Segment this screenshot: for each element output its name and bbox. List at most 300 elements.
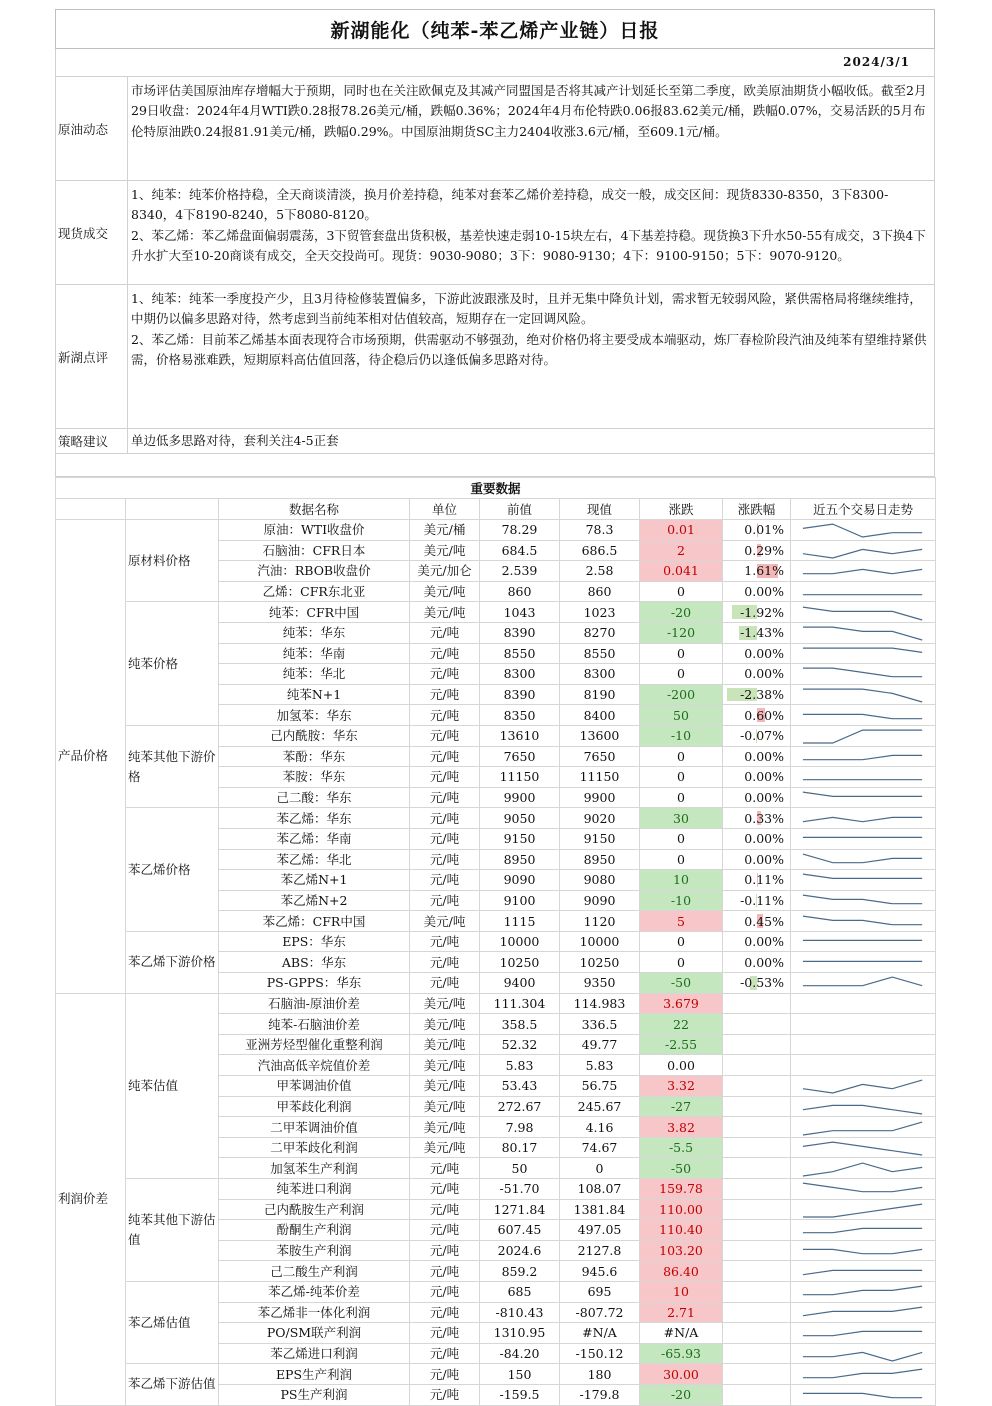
row-name: 加氢苯：华东 [219, 705, 410, 726]
sparkline-chart [791, 541, 935, 560]
row-curr: 8300 [560, 664, 640, 685]
row-sparkline [791, 1261, 936, 1282]
row-change-pct [723, 581, 791, 602]
row-change-pct [723, 911, 791, 932]
row-prev: 685 [480, 1281, 560, 1302]
group-cell: 纯苯其他下游估值 [126, 1179, 219, 1282]
row-change: 110.40 [640, 1220, 723, 1241]
row-name: 纯苯：华南 [219, 643, 410, 664]
pct-text: 0.00% [744, 584, 784, 599]
row-change: 50 [640, 705, 723, 726]
row-curr: -150.12 [560, 1343, 640, 1364]
sparkline-path [803, 1286, 922, 1295]
row-prev: -84.20 [480, 1343, 560, 1364]
row-name: 纯苯-石脑油价差 [219, 1014, 410, 1035]
sparkline-chart [791, 1159, 935, 1178]
sparkline-chart [791, 1365, 935, 1384]
row-change: -10 [640, 890, 723, 911]
row-curr: 5.83 [560, 1055, 640, 1076]
row-change-pct [723, 746, 791, 767]
row-unit: 元/吨 [410, 1281, 480, 1302]
sparkline-chart [791, 1097, 935, 1116]
row-curr: 114.983 [560, 993, 640, 1014]
sparkline-path [803, 977, 922, 986]
row-prev: -51.70 [480, 1179, 560, 1200]
row-curr: 245.67 [560, 1096, 640, 1117]
table-body [56, 478, 936, 1406]
row-name: 纯苯：华北 [219, 664, 410, 685]
sparkline-path [803, 1307, 922, 1316]
row-curr: 108.07 [560, 1179, 640, 1200]
row-change: 0 [640, 664, 723, 685]
row-change-pct [723, 973, 791, 994]
row-curr: 10250 [560, 952, 640, 973]
row-change: 110.00 [640, 1199, 723, 1220]
pct-text: 0.00% [744, 831, 784, 846]
row-curr: 56.75 [560, 1076, 640, 1097]
row-prev: 1043 [480, 602, 560, 623]
group-cell: 苯乙烯价格 [126, 808, 219, 932]
sparkline-chart [791, 850, 935, 869]
row-name: 汽油高低辛烷值价差 [219, 1055, 410, 1076]
row-prev: 8390 [480, 622, 560, 643]
row-name: 苯酚：华东 [219, 746, 410, 767]
group-cell: 原材料价格 [126, 520, 219, 602]
row-change-pct [723, 931, 791, 952]
sparkline-chart [791, 747, 935, 766]
sparkline-path [803, 648, 922, 652]
row-prev: 52.32 [480, 1034, 560, 1055]
sparkline-path [803, 1394, 922, 1398]
row-change: 0.041 [640, 561, 723, 582]
sparkline-chart [791, 1385, 935, 1404]
row-unit: 元/吨 [410, 1220, 480, 1241]
row-change-pct [723, 952, 791, 973]
row-name: 甲苯歧化利润 [219, 1096, 410, 1117]
row-change: 0 [640, 931, 723, 952]
sparkline-path [803, 1332, 922, 1336]
table-row [56, 1364, 936, 1385]
sparkline-chart [791, 1118, 935, 1137]
table-title: 重要数据 [56, 478, 936, 499]
pct-text: 0.45% [744, 914, 784, 929]
row-change: 2.71 [640, 1302, 723, 1323]
row-change-pct [723, 1076, 791, 1097]
row-change-pct [723, 1364, 791, 1385]
row-change-pct [723, 849, 791, 870]
row-change: 3.32 [640, 1076, 723, 1097]
row-sparkline [791, 973, 936, 994]
date-row [55, 49, 935, 77]
row-change-pct [723, 520, 791, 541]
row-name: 苯乙烯：CFR中国 [219, 911, 410, 932]
section-label: 新湖点评 [56, 285, 128, 428]
sparkline-chart [791, 603, 935, 622]
sparkline-chart [791, 973, 935, 992]
row-unit: 元/吨 [410, 931, 480, 952]
column-header: 涨跌幅 [723, 499, 791, 520]
row-unit: 美元/吨 [410, 1055, 480, 1076]
row-prev: 607.45 [480, 1220, 560, 1241]
row-name: 纯苯进口利润 [219, 1179, 410, 1200]
row-curr: 10000 [560, 931, 640, 952]
row-change-pct [723, 1034, 791, 1055]
pct-text: 0.00% [744, 769, 784, 784]
row-prev: 2024.6 [480, 1240, 560, 1261]
row-name: EPS：华东 [219, 931, 410, 952]
pct-text: 0.00% [744, 934, 784, 949]
sparkline-path [803, 1163, 922, 1176]
row-change-pct [723, 540, 791, 561]
sparkline-path [803, 714, 922, 718]
row-name: 酚酮生产利润 [219, 1220, 410, 1241]
row-prev: 13610 [480, 725, 560, 746]
row-unit: 美元/吨 [410, 1034, 480, 1055]
table-row [56, 1179, 936, 1200]
row-curr: 1023 [560, 602, 640, 623]
row-sparkline [791, 705, 936, 726]
section-body [128, 77, 934, 180]
sparkline-path [803, 524, 922, 537]
row-sparkline [791, 1220, 936, 1241]
row-change: -10 [640, 725, 723, 746]
row-change: 30 [640, 808, 723, 829]
row-sparkline [791, 849, 936, 870]
section-body [128, 285, 934, 428]
pct-text: -1.43% [740, 625, 784, 640]
sparkline-path [803, 792, 922, 796]
row-prev: 859.2 [480, 1261, 560, 1282]
sparkline-chart [791, 520, 935, 539]
section-body [128, 429, 934, 453]
row-unit: 美元/吨 [410, 602, 480, 623]
row-name: 己内酰胺生产利润 [219, 1199, 410, 1220]
row-change: -2.55 [640, 1034, 723, 1055]
sparkline-chart [791, 829, 935, 848]
pct-text: 0.00% [744, 666, 784, 681]
table-row [56, 1281, 936, 1302]
row-prev: 9400 [480, 973, 560, 994]
row-sparkline [791, 684, 936, 705]
row-change-pct [723, 1261, 791, 1282]
row-curr: 8190 [560, 684, 640, 705]
sparkline-path [803, 1183, 922, 1192]
sparkline-chart [791, 706, 935, 725]
section-paragraph: 1、纯苯：纯苯一季度投产少，且3月待检修装置偏多，下游此波跟涨及时，且并无集中降负计划，需求暂无较弱风险，紧供需格局将继续维持，中期仍以偏多思路对待，然考虑到当前纯苯相对估值较高，短期存在一定回调风险。 [131, 289, 931, 330]
row-unit: 美元/吨 [410, 1096, 480, 1117]
column-header: 数据名称 [219, 499, 410, 520]
row-sparkline [791, 808, 936, 829]
header-blank [56, 499, 126, 520]
row-unit: 元/吨 [410, 643, 480, 664]
row-prev: -810.43 [480, 1302, 560, 1323]
pct-text: -0.53% [740, 975, 784, 990]
row-curr: 1381.84 [560, 1199, 640, 1220]
table-row [56, 993, 936, 1014]
row-name: PS生产利润 [219, 1384, 410, 1405]
group-cell: 苯乙烯下游估值 [126, 1364, 219, 1405]
row-change: 0 [640, 581, 723, 602]
row-curr: 8950 [560, 849, 640, 870]
row-change: 0 [640, 643, 723, 664]
sparkline-chart [791, 1138, 935, 1157]
row-unit: 美元/吨 [410, 911, 480, 932]
row-change-pct [723, 1158, 791, 1179]
row-unit: 元/吨 [410, 1302, 480, 1323]
row-change: -20 [640, 1384, 723, 1405]
row-name: PO/SM联产利润 [219, 1323, 410, 1344]
row-change-pct [723, 1323, 791, 1344]
column-header: 单位 [410, 499, 480, 520]
row-change: 2 [640, 540, 723, 561]
row-change-pct [723, 787, 791, 808]
row-change: 10 [640, 870, 723, 891]
row-prev: 8350 [480, 705, 560, 726]
row-prev: 9050 [480, 808, 560, 829]
sparkline-chart [791, 726, 935, 745]
group-cell: 纯苯估值 [126, 993, 219, 1178]
row-change: -5.5 [640, 1137, 723, 1158]
row-name: 纯苯：华东 [219, 622, 410, 643]
row-change-pct [723, 725, 791, 746]
row-change: #N/A [640, 1323, 723, 1344]
row-change-pct [723, 1096, 791, 1117]
row-curr: -179.8 [560, 1384, 640, 1405]
row-sparkline [791, 911, 936, 932]
row-curr: -807.72 [560, 1302, 640, 1323]
row-name: 苯乙烯：华北 [219, 849, 410, 870]
row-change: 3.82 [640, 1117, 723, 1138]
row-change: 0 [640, 828, 723, 849]
row-prev: 80.17 [480, 1137, 560, 1158]
row-name: 亚洲芳烃型催化重整利润 [219, 1034, 410, 1055]
sparkline-path [803, 755, 922, 759]
row-unit: 美元/桶 [410, 520, 480, 541]
table-row [56, 520, 936, 541]
row-change-pct [723, 890, 791, 911]
row-unit: 元/吨 [410, 1261, 480, 1282]
row-curr: 180 [560, 1364, 640, 1385]
row-curr: 1120 [560, 911, 640, 932]
row-sparkline [791, 1343, 936, 1364]
row-change: 103.20 [640, 1240, 723, 1261]
sparkline-path [803, 1352, 922, 1361]
row-curr: 9150 [560, 828, 640, 849]
row-unit: 元/吨 [410, 1179, 480, 1200]
row-sparkline [791, 725, 936, 746]
row-prev: 7.98 [480, 1117, 560, 1138]
row-sparkline [791, 1076, 936, 1097]
row-prev: 9150 [480, 828, 560, 849]
row-name: 己内酰胺：华东 [219, 725, 410, 746]
group-cell: 苯乙烯下游价格 [126, 931, 219, 993]
column-header: 前值 [480, 499, 560, 520]
row-prev: 684.5 [480, 540, 560, 561]
row-sparkline [791, 520, 936, 541]
spacer-row [55, 454, 935, 477]
section-crude [55, 77, 935, 181]
row-prev: -159.5 [480, 1384, 560, 1405]
row-curr: 78.3 [560, 520, 640, 541]
sparkline-path [803, 627, 922, 640]
pct-text: 0.00% [744, 749, 784, 764]
group-cell: 苯乙烯估值 [126, 1281, 219, 1363]
pct-text: -0.11% [740, 893, 784, 908]
row-name: PS-GPPS：华东 [219, 973, 410, 994]
table-title-row [56, 478, 936, 499]
section-body [128, 181, 934, 284]
row-sparkline [791, 561, 936, 582]
row-name: EPS生产利润 [219, 1364, 410, 1385]
row-prev: 78.29 [480, 520, 560, 541]
table-row [56, 725, 936, 746]
row-sparkline [791, 1158, 936, 1179]
row-curr: 74.67 [560, 1137, 640, 1158]
row-prev: 7650 [480, 746, 560, 767]
category-cell: 利润价差 [56, 993, 126, 1405]
pct-text: 0.00% [744, 646, 784, 661]
row-unit: 美元/吨 [410, 1137, 480, 1158]
row-sparkline [791, 952, 936, 973]
row-sparkline [791, 1199, 936, 1220]
sparkline-path [803, 1249, 922, 1253]
row-unit: 美元/加仑 [410, 561, 480, 582]
row-unit: 元/吨 [410, 1158, 480, 1179]
key-data-table [55, 477, 936, 1406]
row-prev: 111.304 [480, 993, 560, 1014]
row-prev: 8550 [480, 643, 560, 664]
row-name: 苯乙烯N+1 [219, 870, 410, 891]
sparkline-chart [791, 767, 935, 786]
pct-text: 0.11% [744, 872, 784, 887]
sparkline-chart [791, 1241, 935, 1260]
pct-text: 0.00% [744, 852, 784, 867]
section-paragraph: 2、苯乙烯：目前苯乙烯基本面表现符合市场预期，供需驱动不够强劲，绝对价格仍将主要受成本端驱动，炼厂春检阶段汽油及纯苯有望维持紧供需，价格易涨难跌，短期原料高估值回落，待企稳后仍以逢低偏多思路对待。 [131, 330, 931, 371]
row-change-pct [723, 643, 791, 664]
sparkline-chart [791, 1303, 935, 1322]
row-unit: 美元/吨 [410, 993, 480, 1014]
row-name: 甲苯调油价值 [219, 1076, 410, 1097]
row-name: 苯胺：华东 [219, 767, 410, 788]
column-header: 涨跌 [640, 499, 723, 520]
row-unit: 美元/吨 [410, 540, 480, 561]
sparkline-path [803, 916, 922, 925]
row-change: -200 [640, 684, 723, 705]
pct-text: -0.07% [740, 728, 784, 743]
row-sparkline [791, 767, 936, 788]
row-sparkline [791, 622, 936, 643]
row-change: 0.01 [640, 520, 723, 541]
row-change-pct [723, 1055, 791, 1076]
row-change: 5 [640, 911, 723, 932]
row-name: ABS：华东 [219, 952, 410, 973]
row-change-pct [723, 664, 791, 685]
row-sparkline [791, 1384, 936, 1405]
sparkline-path [803, 669, 922, 678]
row-change-pct [723, 561, 791, 582]
sparkline-chart [791, 685, 935, 704]
row-curr: 9900 [560, 787, 640, 808]
row-prev: 1310.95 [480, 1323, 560, 1344]
row-curr: 497.05 [560, 1220, 640, 1241]
row-unit: 美元/吨 [410, 1117, 480, 1138]
row-sparkline [791, 664, 936, 685]
row-curr: 9020 [560, 808, 640, 829]
row-change-pct [723, 870, 791, 891]
row-name: 苯乙烯：华东 [219, 808, 410, 829]
column-header: 现值 [560, 499, 640, 520]
row-prev: 10250 [480, 952, 560, 973]
row-change: 0 [640, 787, 723, 808]
group-cell: 纯苯其他下游价格 [126, 725, 219, 807]
sparkline-chart [791, 1200, 935, 1219]
row-change-pct [723, 1179, 791, 1200]
row-name: 纯苯：CFR中国 [219, 602, 410, 623]
sparkline-path [803, 817, 922, 821]
row-sparkline [791, 993, 936, 1014]
row-sparkline [791, 1281, 936, 1302]
pct-text: 1.61% [744, 563, 784, 578]
row-curr: 7650 [560, 746, 640, 767]
row-name: 乙烯：CFR东北亚 [219, 581, 410, 602]
row-curr: 860 [560, 581, 640, 602]
row-unit: 元/吨 [410, 973, 480, 994]
row-sparkline [791, 1096, 936, 1117]
group-cell: 纯苯价格 [126, 602, 219, 726]
sparkline-path [803, 1229, 922, 1233]
row-curr: 9080 [560, 870, 640, 891]
row-prev: 1115 [480, 911, 560, 932]
row-sparkline [791, 1137, 936, 1158]
row-sparkline [791, 870, 936, 891]
row-sparkline [791, 1240, 936, 1261]
row-curr: 9350 [560, 973, 640, 994]
row-curr: 336.5 [560, 1014, 640, 1035]
row-change: -50 [640, 1158, 723, 1179]
sparkline-chart [791, 644, 935, 663]
row-curr: 0 [560, 1158, 640, 1179]
row-prev: 8300 [480, 664, 560, 685]
row-prev: 5.83 [480, 1055, 560, 1076]
row-prev: 2.539 [480, 561, 560, 582]
sparkline-chart [791, 582, 935, 601]
section-label: 现货成交 [56, 181, 128, 284]
row-change-pct [723, 1281, 791, 1302]
section-paragraph: 1、纯苯：纯苯价格持稳，全天商谈清淡，换月价差持稳，纯苯对套苯乙烯价差持稳，成交一般，成交区间：现货8330-8350，3下8300-8340，4下8190-8240，5下8080-8120。 [131, 185, 931, 226]
row-sparkline [791, 1034, 936, 1055]
row-prev: 358.5 [480, 1014, 560, 1035]
row-curr: 9090 [560, 890, 640, 911]
row-name: 苯乙烯非一体化利润 [219, 1302, 410, 1323]
row-curr: 2127.8 [560, 1240, 640, 1261]
section-paragraph: 2、苯乙烯：苯乙烯盘面偏弱震荡，3下贸管套盘出货积极，基差快速走弱10-15块左右，4下基差持稳。现货换3下升水50-55有成交，3下换4下升水扩大至10-20商谈有成交，全天交投尚可。现货：9030-9080；3下：9080-9130；4下：9100-9150；5下：9070-9120。 [131, 226, 931, 267]
row-change: 0 [640, 849, 723, 870]
row-unit: 元/吨 [410, 849, 480, 870]
row-sparkline [791, 581, 936, 602]
header-blank [126, 499, 219, 520]
sparkline-path [803, 1105, 922, 1114]
sparkline-path [803, 1080, 922, 1093]
row-sparkline [791, 1364, 936, 1385]
row-change: 0 [640, 952, 723, 973]
row-unit: 美元/吨 [410, 581, 480, 602]
pct-text: 0.29% [744, 543, 784, 558]
sparkline-path [803, 874, 922, 878]
row-sparkline [791, 787, 936, 808]
sparkline-path [803, 549, 922, 558]
row-sparkline [791, 1014, 936, 1035]
sparkline-chart [791, 912, 935, 931]
